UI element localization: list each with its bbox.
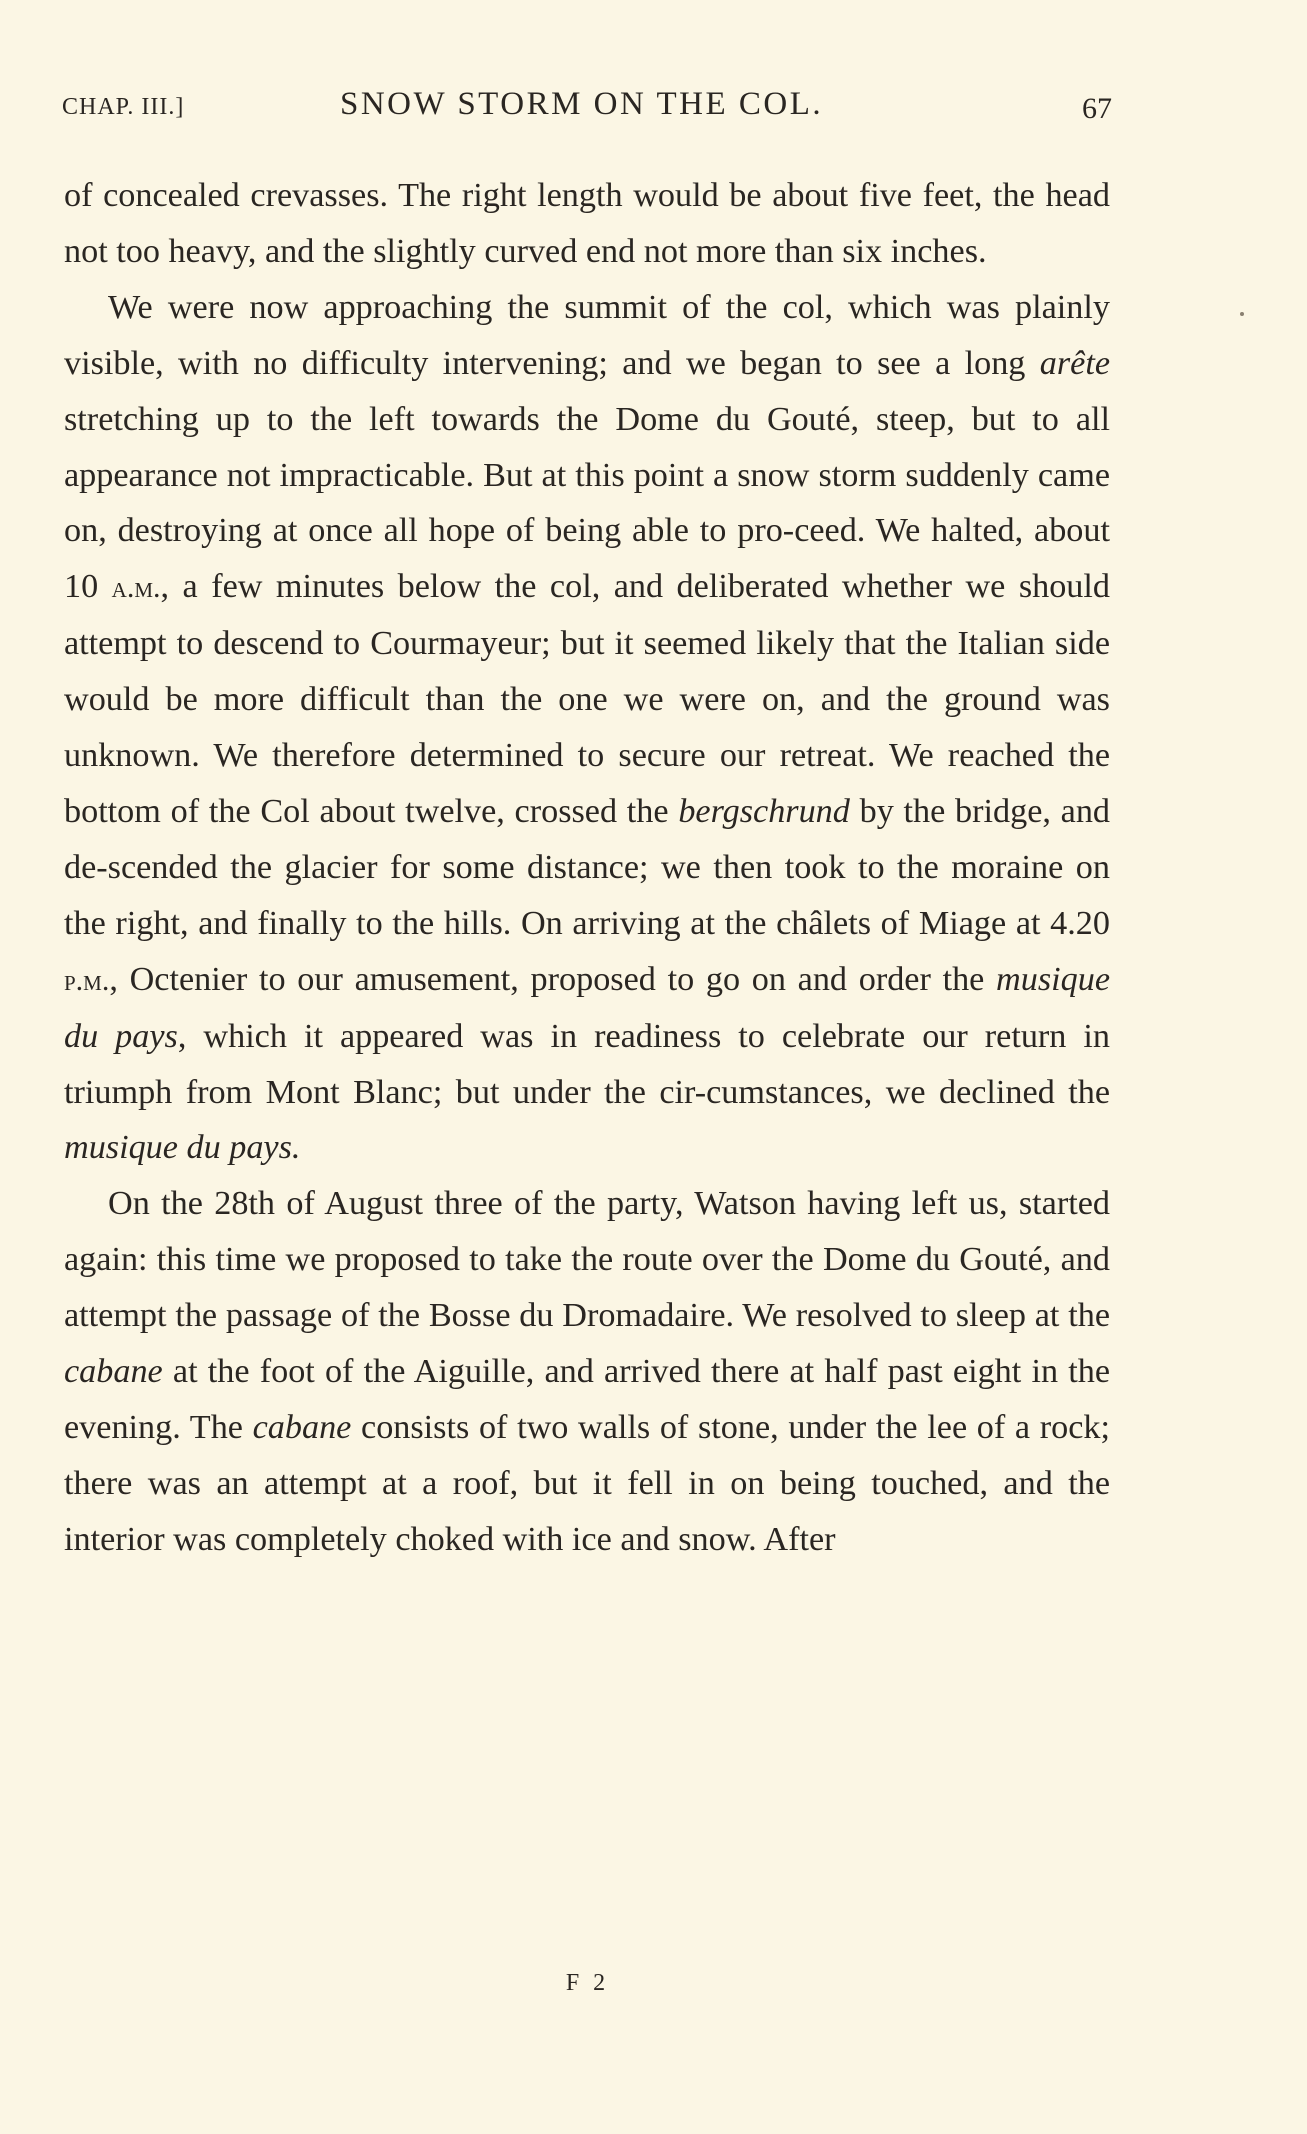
text-run: stretching up to the left towards the Dome du Gouté, steep, but to all appearance not impracticable. But at this point a snow storm suddenly came on, destroying at once all hope of being able to pro-ceed. We halted, about 10 xyxy=(64,400,1110,606)
running-head xyxy=(62,86,1112,126)
time-abbreviation: a.m. xyxy=(111,571,161,605)
italic-term: cabane xyxy=(64,1353,163,1391)
text-run: On the 28th of August three of the party, Watson having left us, started again: this time we proposed to take the route over the Dome du Gouté, and attempt the passage of the Bosse du Dromadaire. We resolved to sleep at the xyxy=(64,1185,1110,1335)
italic-term: cabane xyxy=(252,1408,352,1446)
text-run: , which it appeared was in readiness to celebrate our return in triumph from Mont Blanc; but under the cir-cumstances, we declined the xyxy=(64,1017,1110,1111)
text-run: , a few minutes below the col, and deliberated whether we should attempt to descend to Courmayeur; but it seemed likely that the Italian side would be more difficult than the one we were on, and the ground was unknown. We therefore determined to secure our retreat. We reached the bottom of the Col about twelve, crossed the xyxy=(64,568,1110,830)
paragraph-1 xyxy=(64,168,1110,280)
body-text xyxy=(64,168,1110,1568)
paper-speck xyxy=(1240,312,1244,316)
italic-term: arête xyxy=(1039,344,1110,382)
text-run: , Octenier to our amusement, proposed to go on and order the xyxy=(109,960,997,998)
time-abbreviation: p.m. xyxy=(64,963,110,997)
page-number: 67 xyxy=(1082,92,1112,125)
italic-term: musique du pays. xyxy=(64,1129,301,1167)
text-run: of concealed crevasses. The right length would be about five feet, the head not too heavy, and the slightly curved end not more than six inches. xyxy=(64,177,1110,270)
text-run: consists of two walls of stone, under the lee of a rock; there was an attempt at a roof, but it fell in on being touched, and the interior was completely choked with ice and snow. After xyxy=(64,1408,1110,1558)
italic-term: bergschrund xyxy=(678,792,850,830)
paragraph-3 xyxy=(64,1176,1110,1567)
text-run: by the bridge, and de-scended the glacier for some distance; we then took to the moraine on the right, and finally to the hills. On arriving at the châlets of Miage at 4.20 xyxy=(64,792,1111,942)
text-run: We were now approaching the summit of the col, which was plainly visible, with no difficulty intervening; and we began to see a long xyxy=(64,288,1110,382)
chapter-label: CHAP. III.] xyxy=(62,94,185,120)
text-run: at the foot of the Aiguille, and arrived there at half past eight in the evening. The xyxy=(64,1353,1110,1446)
signature-mark: F 2 xyxy=(565,1970,610,1996)
running-title: SNOW STORM ON THE COL. xyxy=(340,86,824,122)
paragraph-2 xyxy=(64,280,1110,1177)
italic-term: musique du pays xyxy=(64,960,1110,1055)
